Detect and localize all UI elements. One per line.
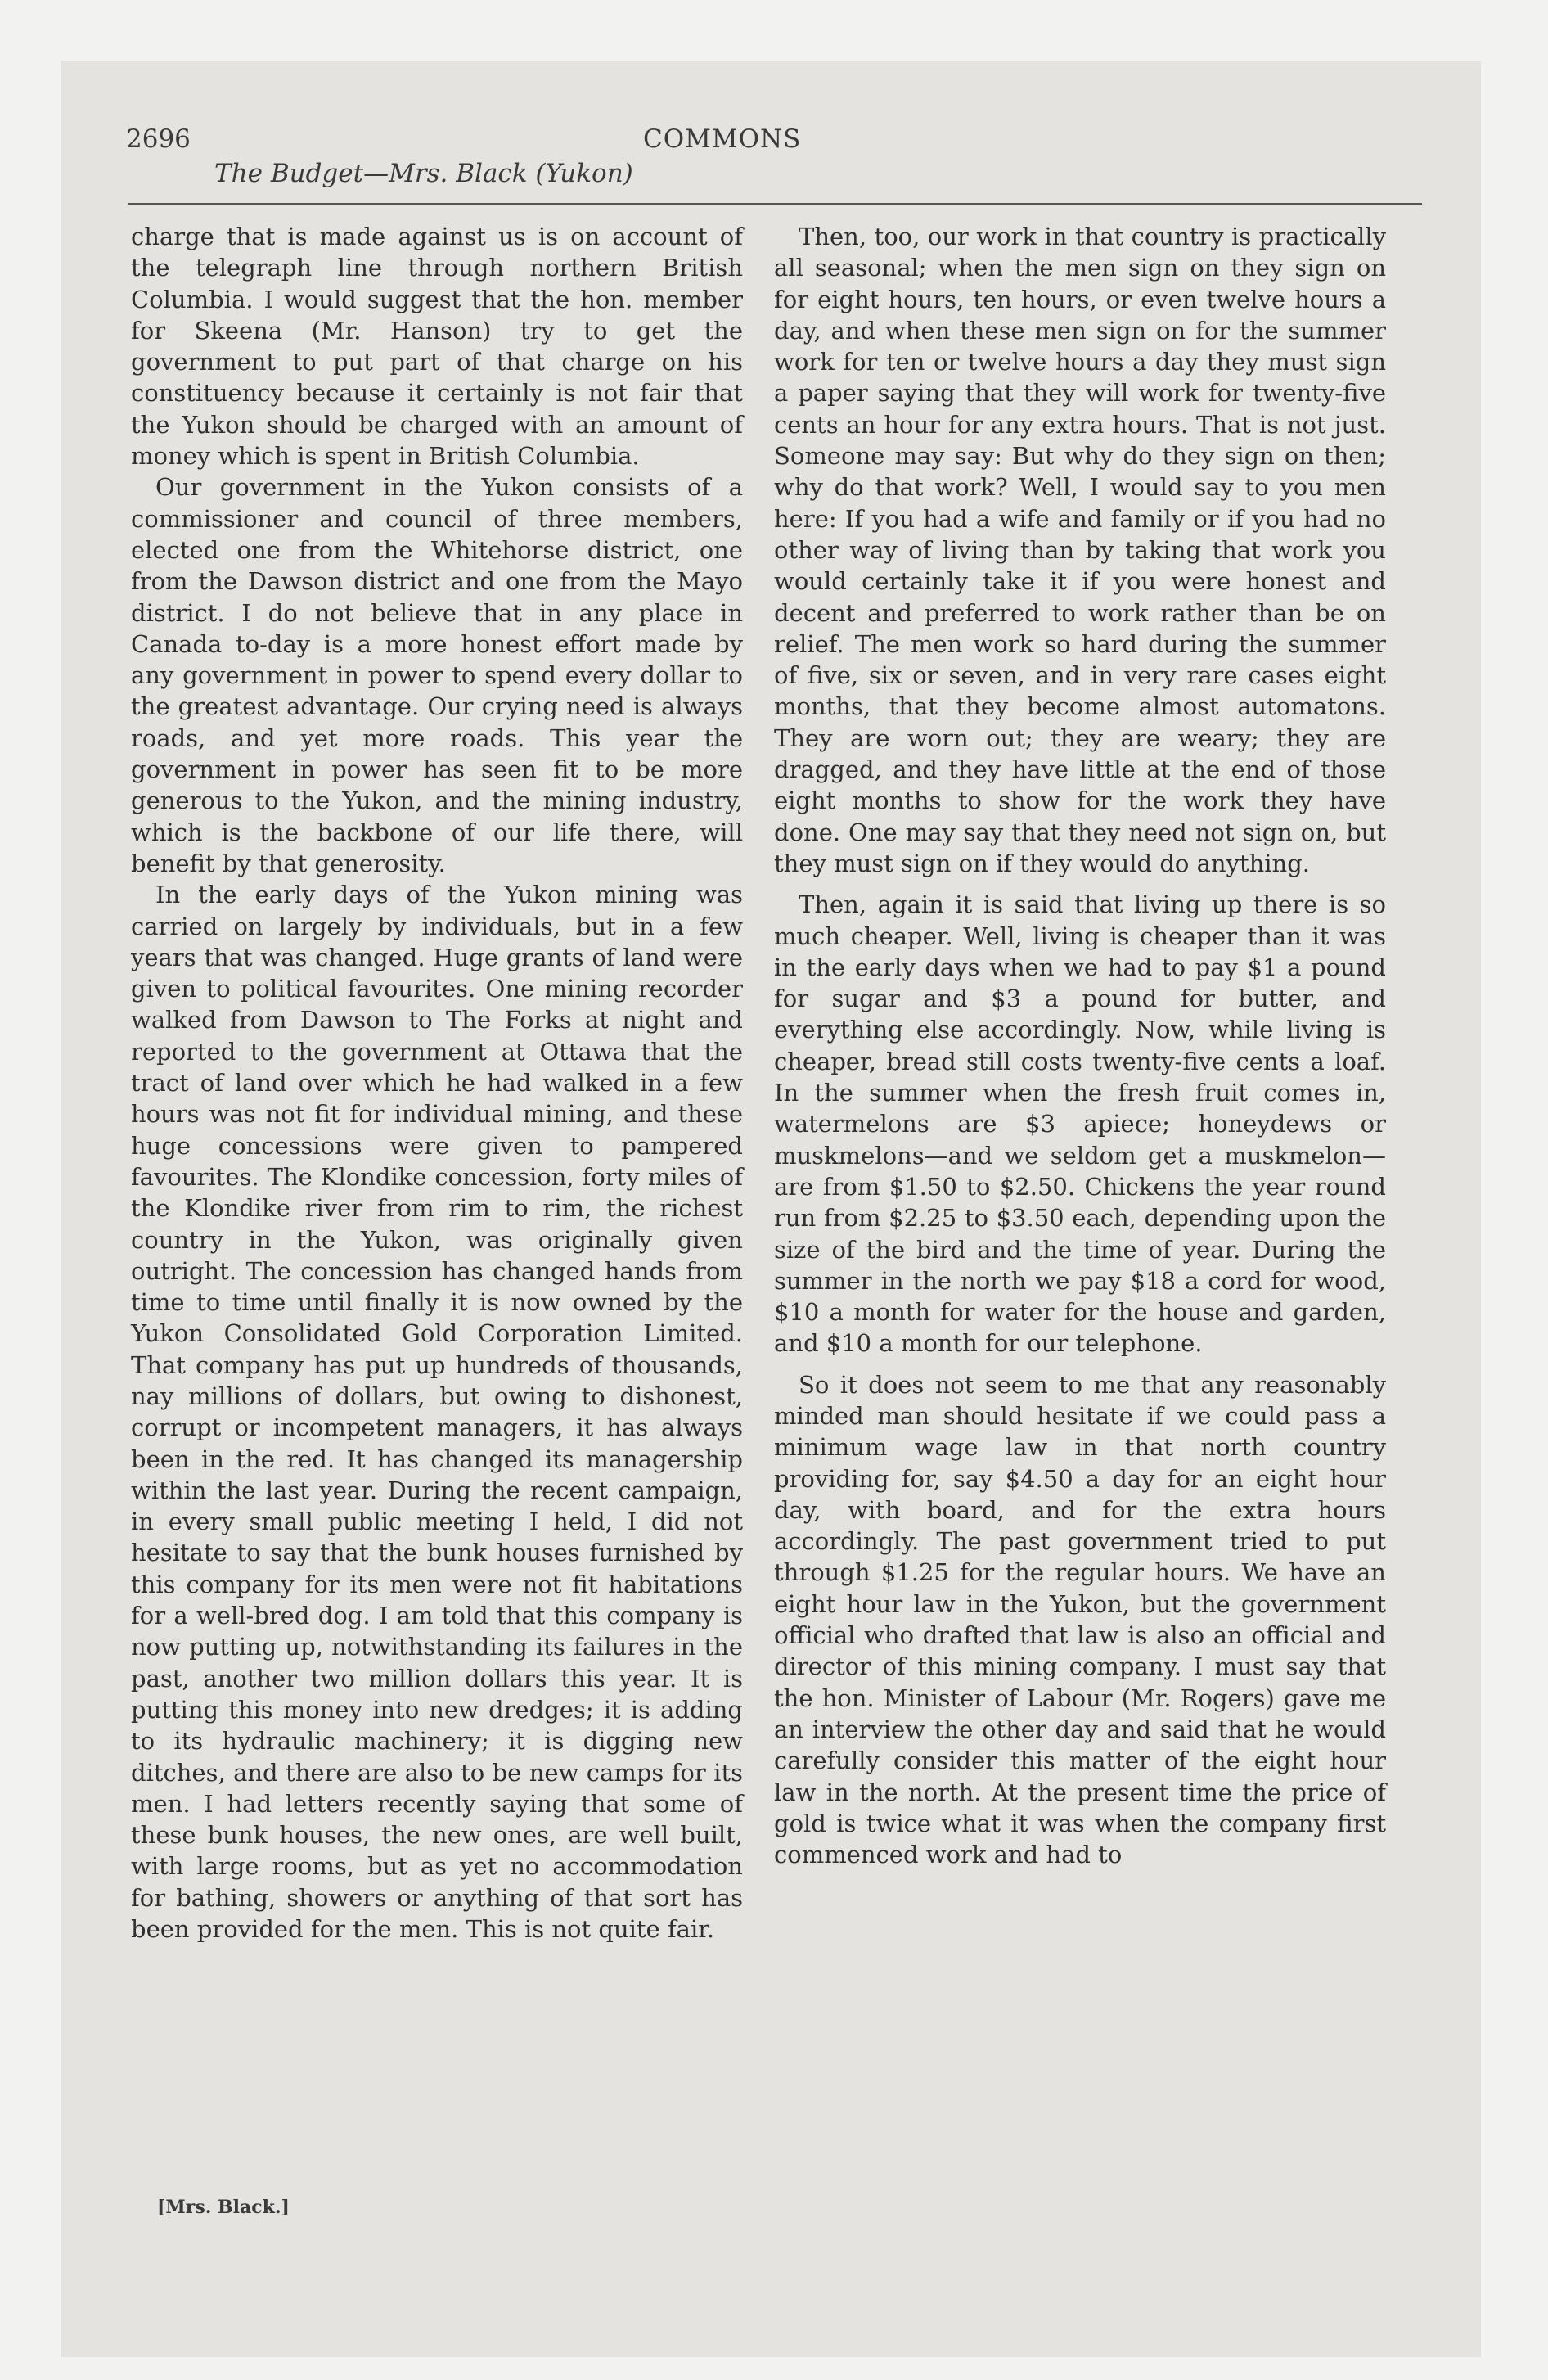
paragraph: Then, again it is said that living up there is so much cheaper. Well, living is cheaper than it was in the early days when we had to pay $1 a pound for sugar and $3 a pound for butter, and everything else accordingly. Now, while living is cheaper, bread still costs twenty-five cents a loaf. In the summer when the fresh fruit comes in, watermelons are $3 apiece; honeydews or muskmelons—and we seldom get a muskmelon—are from $1.50 to $2.50. Chickens the year round run from $2.25 to $3.50 each, depending upon the size of the bird and the time of year. During the summer in the north we pay $18 a cord for wood, $10 a month for water for the house and garden, and $10 a month for our telephone. <box>774 890 1386 1358</box>
page-subtitle: The Budget—Mrs. Black (Yukon) <box>214 159 633 188</box>
paragraph: Then, too, our work in that country is practically all seasonal; when the men sign on they sign on for eight hours, ten hours, or even twelve hours a day, and when these men sign on for the summer work for ten or twelve hours a day they must sign a paper saying that they will work for twenty-five cents an hour for any extra hours. That is not just. Someone may say: But why do they sign on then; why do that work? Well, I would say to you men here: If you had a wife and family or if you had no other way of living than by taking that work you would certainly take it if you were honest and decent and preferred to work rather than be on relief. The men work so hard during the summer of five, six or seven, and in very rare cases eight months, that they become almost automatons. They are worn out; they are weary; they are dragged, and they have little at the end of those eight months to show for the work they have done. One may say that they need not sign on, but they must sign on if they would do anything. <box>774 223 1386 877</box>
header-rule <box>128 203 1422 205</box>
page-number: 2696 <box>126 124 191 154</box>
left-column <box>131 221 743 1945</box>
right-column <box>774 221 1386 1870</box>
paragraph: Our government in the Yukon consists of a commissioner and council of three members, elected one from the Whitehorse district, one from the Dawson district and one from the Mayo district. I do not believe that in any place in Canada to-day is a more honest effort made by any government in power to spend every dollar to the greatest advantage. Our crying need is always roads, and yet more roads. This year the government in power has seen fit to be more generous to the Yukon, and the mining industry, which is the backbone of our life there, will benefit by that generosity. <box>131 473 743 877</box>
paragraph: charge that is made against us is on account of the telegraph line through northern British Columbia. I would suggest that the hon. member for Skeena (Mr. Hanson) try to get the government to put part of that charge on his constituency because it certainly is not fair that the Yukon should be charged with an amount of money which is spent in British Columbia. <box>131 223 743 471</box>
paragraph: So it does not seem to me that any reasonably minded man should hesitate if we could pass a minimum wage law in that north country providing for, say $4.50 a day for an eight hour day, with board, and for the extra hours accordingly. The past government tried to put through $1.25 for the regular hours. We have an eight hour law in the Yukon, but the government official who drafted that law is also an official and director of this mining company. I must say that the hon. Minister of Labour (Mr. Rogers) gave me an interview the other day and said that he would carefully consider this matter of the eight hour law in the north. At the present time the price of gold is twice what it was when the company first commenced work and had to <box>774 1370 1386 1869</box>
paragraph: In the early days of the Yukon mining was carried on largely by individuals, but in a few years that was changed. Huge grants of land were given to political favourites. One mining recorder walked from Dawson to The Forks at night and reported to the government at Ottawa that the tract of land over which he had walked in a few hours was not fit for individual mining, and these huge concessions were given to pampered favourites. The Klondike concession, forty miles of the Klondike river from rim to rim, the richest country in the Yukon, was originally given outright. The concession has changed hands from time to time until finally it is now owned by the Yukon Consolidated Gold Corporation Limited. That company has put up hundreds of thousands, nay millions of dollars, but owing to dishonest, corrupt or incompetent managers, it has always been in the red. It has changed its managership within the last year. During the recent campaign, in every small public meeting I held, I did not hesitate to say that the bunk houses furnished by this company for its men were not fit habitations for a well-bred dog. I am told that this company is now putting up, notwithstanding its failures in the past, another two million dollars this year. It is putting this money into new dredges; it is adding to its hydraulic machinery; it is digging new ditches, and there are also to be new camps for its men. I had letters recently saying that some of these bunk houses, the new ones, are well built, with large rooms, but as yet no accommodation for bathing, showers or anything of that sort has been provided for the men. This is not quite fair. <box>131 881 743 1944</box>
running-head: COMMONS <box>643 124 802 154</box>
speaker-tag: [Mrs. Black.] <box>157 2197 290 2218</box>
